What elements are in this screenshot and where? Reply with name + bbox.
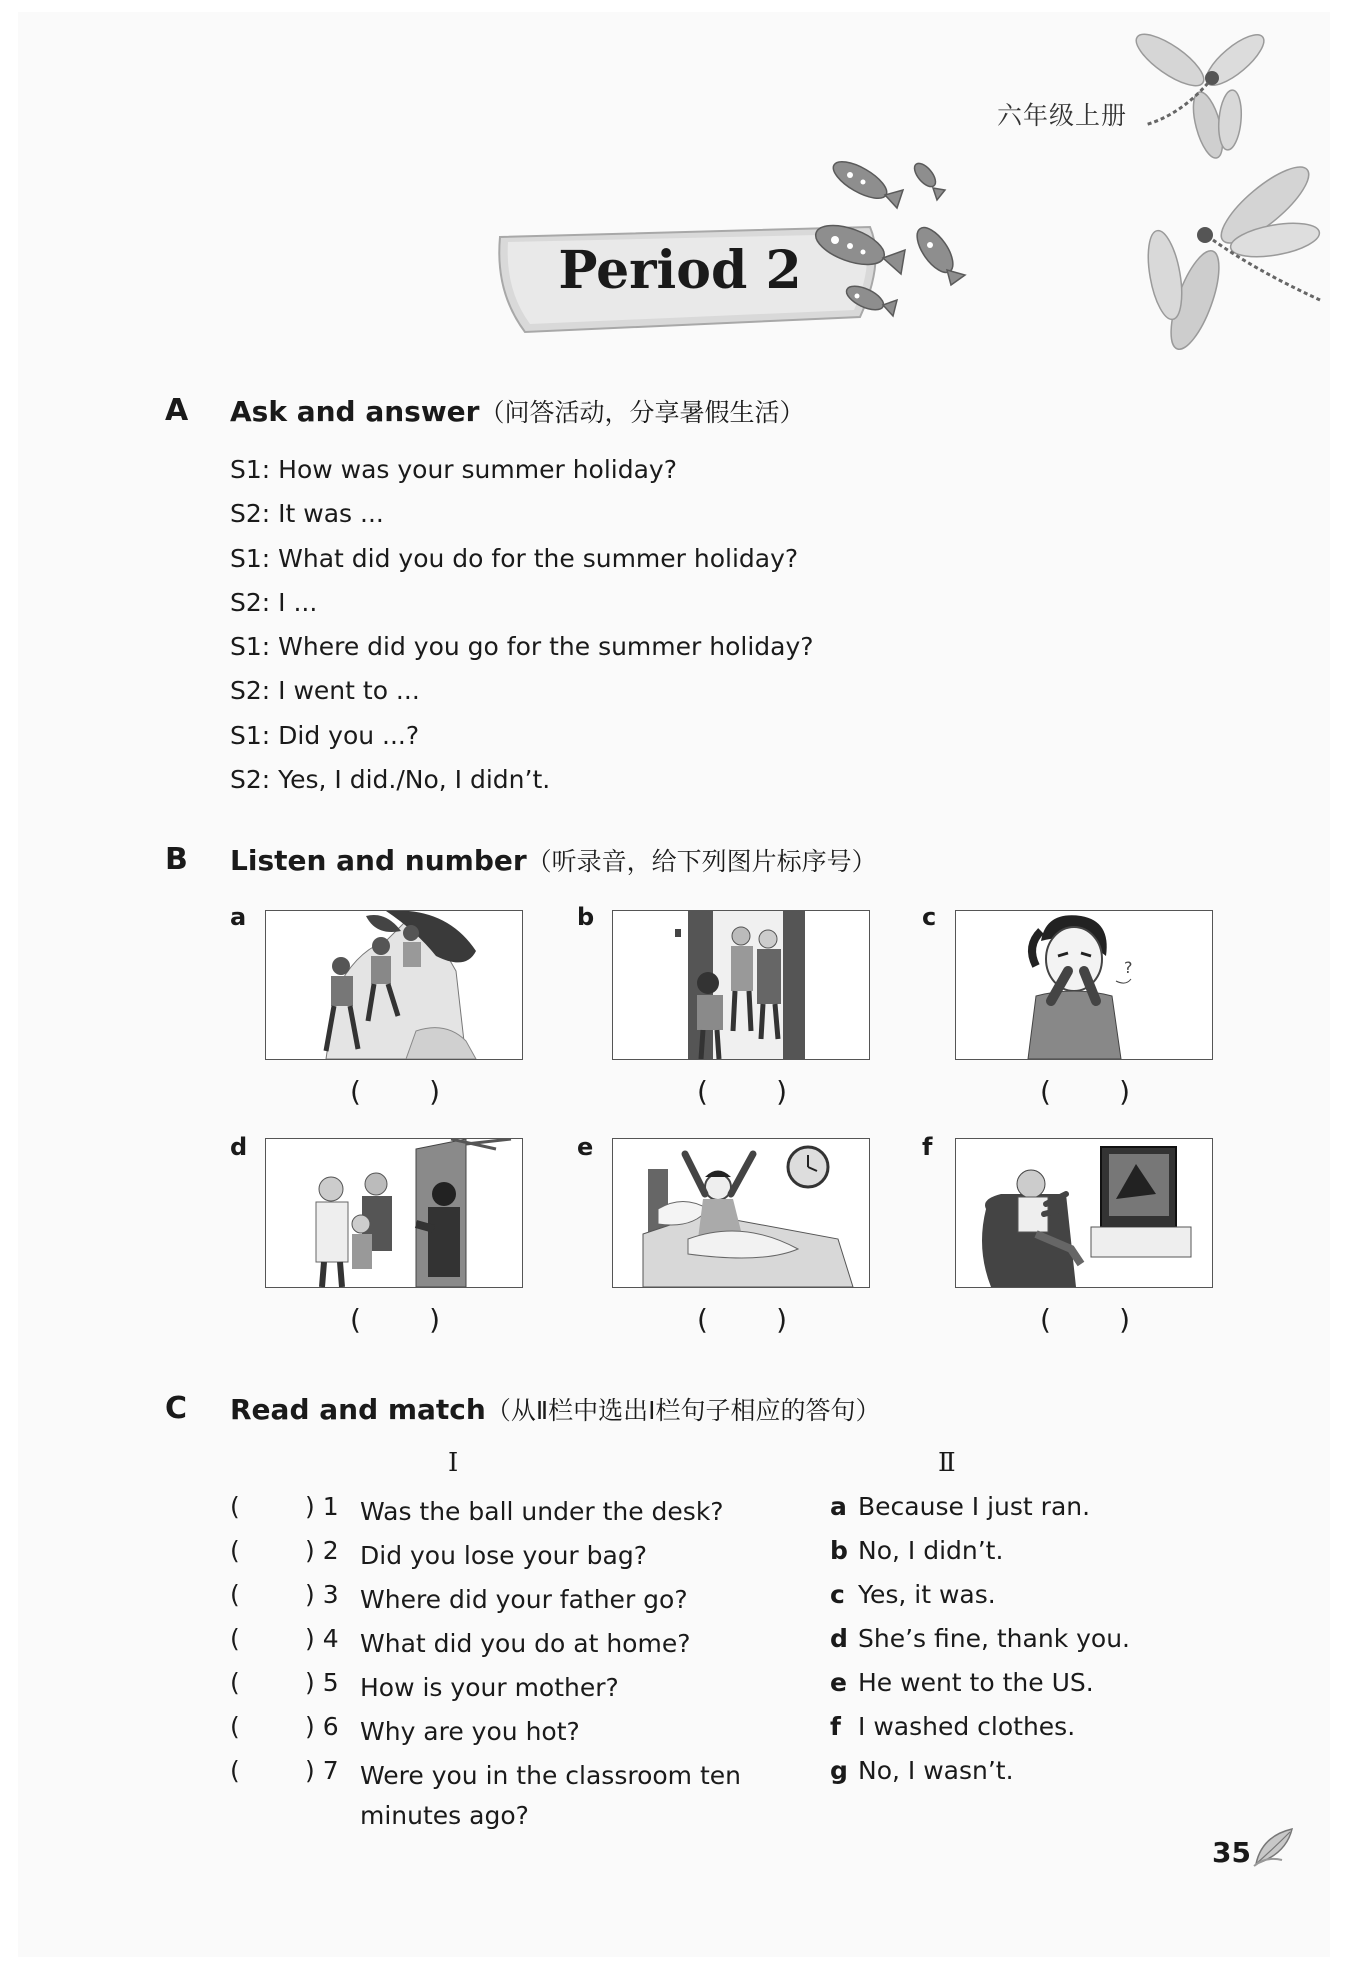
answer-option xyxy=(830,1624,1130,1668)
question-text: Were you in the classroom ten minutes ago? xyxy=(360,1761,741,1830)
answer-option xyxy=(830,1536,1003,1580)
answer-letter: f xyxy=(830,1712,841,1741)
answer-option xyxy=(830,1712,1075,1756)
answer-text: No, I didn’t. xyxy=(858,1536,1004,1565)
bracket-open: ( xyxy=(697,1303,708,1336)
question-number: ) 3 xyxy=(305,1580,339,1609)
question-row xyxy=(230,1492,790,1536)
bracket-close: ) xyxy=(1119,1303,1130,1336)
dialogue-line: S1: What did you do for the summer holiday? xyxy=(230,543,799,573)
page-number: 35 xyxy=(1212,1836,1251,1869)
dialogue-line: S2: Yes, I did./No, I didn’t. xyxy=(230,765,551,795)
leaf-icon xyxy=(1252,1826,1297,1868)
question-row xyxy=(230,1712,790,1756)
picture-girl-sneezing xyxy=(955,910,1213,1060)
picture-label-f: f xyxy=(922,1133,933,1161)
picture-climbing-mountain xyxy=(265,910,523,1060)
question-text: Was the ball under the desk? xyxy=(360,1497,724,1526)
answer-letter: b xyxy=(830,1536,848,1565)
answer-letter: e xyxy=(830,1668,847,1697)
question-row xyxy=(230,1756,790,1830)
answer-letter: a xyxy=(830,1492,847,1521)
bracket-close: ) xyxy=(429,1075,440,1108)
answer-blank[interactable]: ( xyxy=(230,1580,240,1609)
picture-waking-up xyxy=(612,1138,870,1288)
question-row xyxy=(230,1580,790,1624)
answer-letter: d xyxy=(830,1624,848,1653)
bracket-close: ) xyxy=(776,1303,787,1336)
section-b-letter: B xyxy=(165,842,188,877)
dialogue-line: S1: How was your summer holiday? xyxy=(230,455,677,484)
dialogue-line: S1: Where did you go for the summer holiday? xyxy=(230,632,814,662)
answer-blank[interactable]: ( xyxy=(230,1624,240,1653)
section-a-title xyxy=(230,393,805,429)
bracket-open: ( xyxy=(350,1303,361,1336)
answer-text: He went to the US. xyxy=(858,1668,1094,1697)
answer-blank[interactable]: ( xyxy=(230,1756,240,1785)
question-text: What did you do at home? xyxy=(360,1629,691,1658)
answer-blank[interactable]: ( xyxy=(230,1492,240,1521)
section-c-title-cn: （从Ⅱ栏中选出Ⅰ栏句子相应的答句） xyxy=(485,1396,881,1425)
section-b-title xyxy=(230,842,877,878)
grade-label: 六年级上册 xyxy=(997,101,1128,130)
answer-option xyxy=(830,1668,1094,1712)
bracket-open: ( xyxy=(697,1075,708,1108)
answer-letter: c xyxy=(830,1580,845,1609)
picture-watching-tv xyxy=(955,1138,1213,1288)
answer-bracket[interactable] xyxy=(350,1303,440,1336)
answer-text: I washed clothes. xyxy=(858,1712,1076,1741)
answer-letter: g xyxy=(830,1756,848,1785)
section-b-title-cn: （听录音，给下列图片标序号） xyxy=(526,847,877,876)
picture-label-d: d xyxy=(230,1133,248,1161)
dialogue-line: S1: Did you ...? xyxy=(230,720,420,750)
dialogue-line: S2: I went to ... xyxy=(230,676,420,706)
picture-label-b: b xyxy=(577,903,595,931)
answer-text: She’s fine, thank you. xyxy=(858,1624,1130,1653)
page-title: Period 2 xyxy=(558,240,802,301)
question-row xyxy=(230,1668,790,1712)
picture-label-e: e xyxy=(577,1133,594,1161)
dragonfly-icon xyxy=(1130,15,1270,165)
dialogue-list xyxy=(230,448,814,802)
section-a-title-cn: （问答活动，分享暑假生活） xyxy=(479,398,805,427)
svg-text:?: ? xyxy=(1124,958,1133,977)
bracket-open: ( xyxy=(350,1075,361,1108)
picture-visiting-grandparents xyxy=(612,910,870,1060)
question-text: How is your mother? xyxy=(360,1673,619,1702)
answer-option xyxy=(830,1580,996,1624)
dialogue-line: S2: It was ... xyxy=(230,499,384,529)
section-c-title xyxy=(230,1391,881,1427)
picture-greeting-at-door xyxy=(265,1138,523,1288)
answer-option xyxy=(830,1756,1014,1800)
column-one-heading: Ⅰ xyxy=(448,1448,459,1478)
bracket-close: ) xyxy=(429,1303,440,1336)
answer-text: Yes, it was. xyxy=(858,1580,996,1609)
answer-blank[interactable]: ( xyxy=(230,1668,240,1697)
question-number: ) 1 xyxy=(305,1492,339,1521)
answer-blank[interactable]: ( xyxy=(230,1712,240,1741)
picture-label-a: a xyxy=(230,903,247,931)
question-text: Did you lose your bag? xyxy=(360,1541,647,1570)
question-number: ) 2 xyxy=(305,1536,339,1565)
answer-bracket[interactable] xyxy=(697,1075,787,1108)
picture-label-c: c xyxy=(922,903,937,931)
answer-bracket[interactable] xyxy=(697,1303,787,1336)
column-two-heading: Ⅱ xyxy=(938,1448,956,1478)
question-row xyxy=(230,1536,790,1580)
dialogue-line: S2: I ... xyxy=(230,587,318,617)
section-a-letter: A xyxy=(165,393,189,428)
answer-option xyxy=(830,1492,1090,1536)
question-number: ) 4 xyxy=(305,1624,339,1653)
question-text: Where did your father go? xyxy=(360,1585,688,1614)
bracket-close: ) xyxy=(776,1075,787,1108)
bracket-open: ( xyxy=(1040,1075,1051,1108)
answer-bracket[interactable] xyxy=(1040,1303,1130,1336)
question-number: ) 6 xyxy=(305,1712,339,1741)
question-row xyxy=(230,1624,790,1668)
question-text: Why are you hot? xyxy=(360,1717,580,1746)
question-number: ) 7 xyxy=(305,1756,339,1785)
answer-blank[interactable]: ( xyxy=(230,1536,240,1565)
question-number: ) 5 xyxy=(305,1668,339,1697)
answer-bracket[interactable] xyxy=(1040,1075,1130,1108)
section-c-letter: C xyxy=(165,1391,188,1426)
bracket-close: ) xyxy=(1119,1075,1130,1108)
dragonfly-icon xyxy=(1135,150,1325,365)
bracket-open: ( xyxy=(1040,1303,1051,1336)
section-b-title-en: Listen and number xyxy=(230,844,527,877)
answer-bracket[interactable] xyxy=(350,1075,440,1108)
answer-text: Because I just ran. xyxy=(858,1492,1091,1521)
answer-text: No, I wasn’t. xyxy=(858,1756,1014,1785)
section-a-title-en: Ask and answer xyxy=(230,395,480,428)
section-c-title-en: Read and match xyxy=(230,1393,486,1426)
fish-icon xyxy=(805,150,985,325)
